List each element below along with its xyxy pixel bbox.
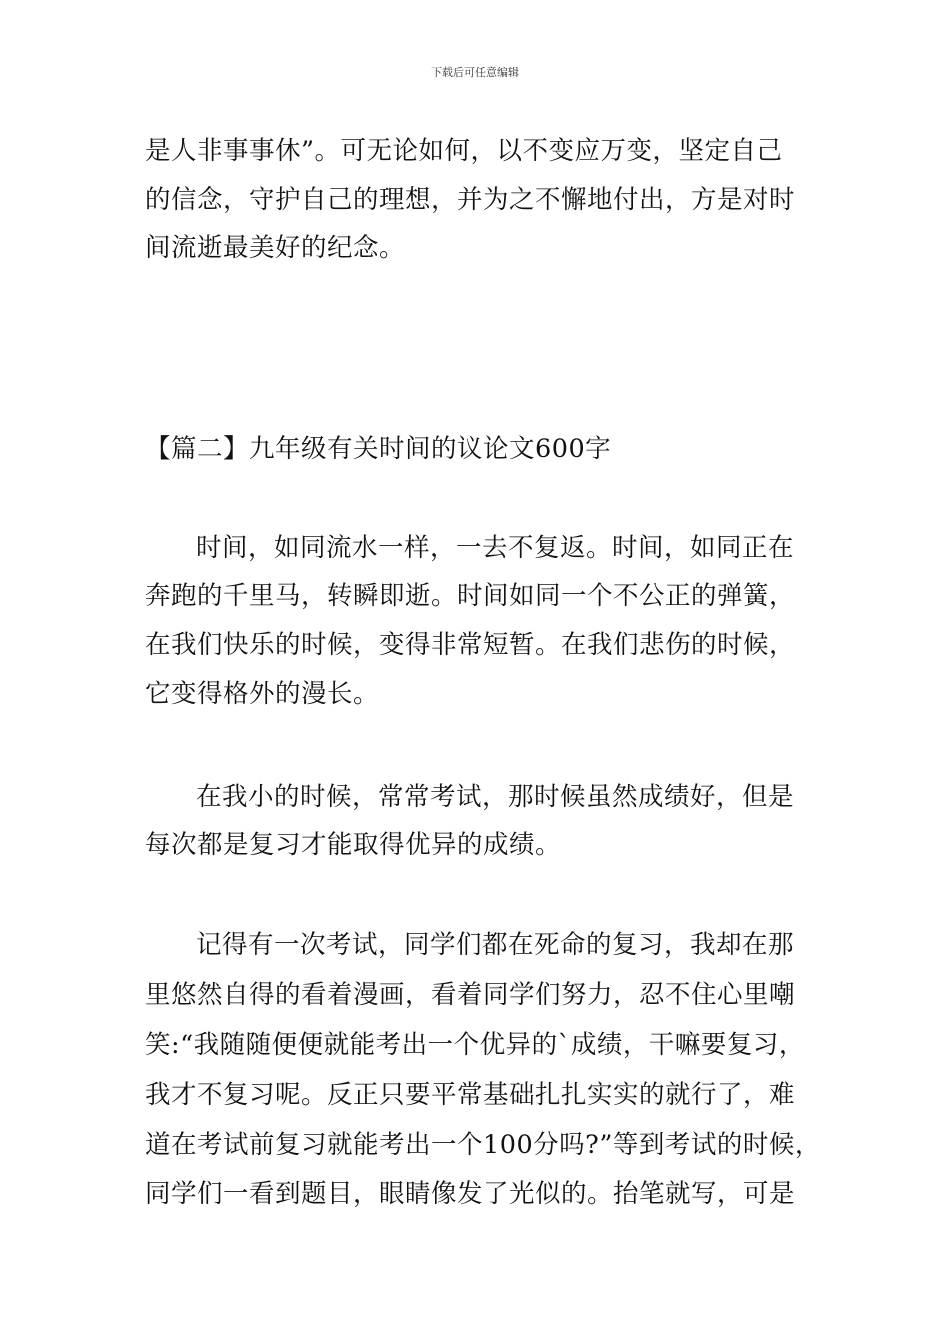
paragraph-3-line-1: 记得有一次考试，同学们都在死命的复习，我却在那	[196, 930, 795, 960]
paragraph-3-line-6: 同学们一看到题目，眼睛像发了光似的。抬笔就写，可是	[145, 1179, 796, 1209]
paragraph-3-line-5: 道在考试前复习就能考出一个100分吗?”等到考试的时候，	[145, 1130, 821, 1160]
paragraph-1-line-4: 它变得格外的漫长。	[145, 679, 380, 709]
section-title: 【篇二】九年级有关时间的议论文600字	[145, 434, 612, 464]
paragraph-1-line-2: 奔跑的千里马，转瞬即逝。时间如同一个不公正的弹簧，	[145, 581, 796, 611]
paragraph-3-line-3: 笑:“我随随便便就能考出一个优异的`成绩，干嘛要复习，	[145, 1030, 805, 1060]
paragraph-top-line-3: 间流逝最美好的纪念。	[145, 233, 406, 263]
paragraph-2-line-1: 在我小的时候，常常考试，那时候虽然成绩好，但是	[196, 782, 795, 812]
paragraph-3-line-4: 我才不复习呢。反正只要平常基础扎扎实实的就行了，难	[145, 1080, 796, 1110]
paragraph-1-line-3: 在我们快乐的时候，变得非常短暂。在我们悲伤的时候，	[145, 630, 796, 660]
paragraph-3-line-2: 里悠然自得的看着漫画，看着同学们努力，忍不住心里嘲	[145, 980, 796, 1010]
paragraph-1-line-1: 时间，如同流水一样，一去不复返。时间，如同正在	[196, 533, 795, 563]
paragraph-2-line-2: 每次都是复习才能取得优异的成绩。	[145, 830, 562, 860]
paragraph-top-line-1: 是人非事事休”。可无论如何，以不变应万变，坚定自己	[145, 136, 783, 166]
page-header: 下载后可任意编辑	[431, 66, 519, 79]
paragraph-top-line-2: 的信念，守护自己的理想，并为之不懈地付出，方是对时	[145, 185, 796, 215]
